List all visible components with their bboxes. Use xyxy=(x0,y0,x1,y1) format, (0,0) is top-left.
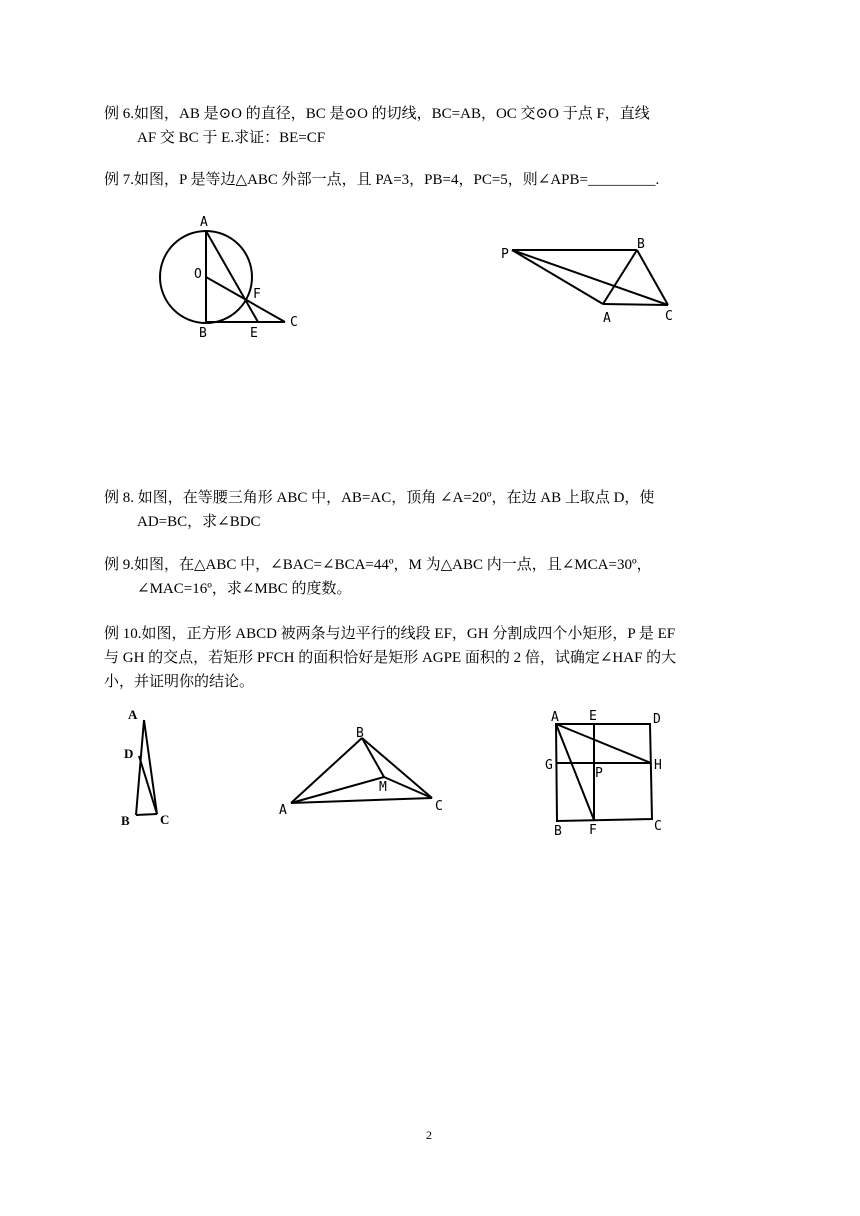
figure-8-9-10 xyxy=(0,690,860,850)
label-g: G xyxy=(545,758,553,773)
figure-8 xyxy=(136,720,157,815)
segment-ah xyxy=(556,724,651,763)
label-a: A xyxy=(279,803,287,818)
label-c: C xyxy=(665,309,673,324)
figure-10 xyxy=(556,724,652,821)
label-f: F xyxy=(253,287,261,302)
problem-9-line-2: ∠MAC=16º，求∠MBC 的度数。 xyxy=(137,581,352,597)
segment-bc xyxy=(362,738,432,798)
segment-ae xyxy=(206,231,258,322)
label-a: A xyxy=(603,311,611,326)
label-o: O xyxy=(194,267,202,282)
label-d: D xyxy=(653,712,661,727)
segment-bc xyxy=(136,814,157,815)
label-p: P xyxy=(595,766,603,781)
problem-9-line-1: 例 9.如图，在△ABC 中，∠BAC=∠BCA=44º，M 为△ABC 内一点，且∠MCA=30º， xyxy=(104,557,652,573)
label-e: E xyxy=(589,709,597,724)
label-p: P xyxy=(501,247,509,262)
problem-6-line-1: 例 6.如图，AB 是⊙O 的直径，BC 是⊙O 的切线，BC=AB，OC 交⊙O 于点 F，直线 xyxy=(104,106,650,122)
label-b: B xyxy=(554,824,562,839)
figure-9 xyxy=(291,738,432,803)
label-b: B xyxy=(637,237,645,252)
label-m: M xyxy=(379,780,387,795)
figure-6 xyxy=(160,231,285,323)
square-abcd xyxy=(556,724,652,821)
label-c: C xyxy=(290,315,298,330)
label-b: B xyxy=(121,813,130,828)
problem-6-line-2: AF 交 BC 于 E.求证：BE=CF xyxy=(137,130,326,146)
label-f: F xyxy=(589,823,597,838)
label-a: A xyxy=(551,710,559,725)
label-d: D xyxy=(124,746,134,761)
figure-7 xyxy=(512,250,668,305)
segment-ac xyxy=(291,798,432,803)
segment-ac xyxy=(603,304,668,305)
problem-8-line-2: AD=BC，求∠BDC xyxy=(137,514,261,530)
label-c: C xyxy=(435,799,443,814)
label-a: A xyxy=(128,707,138,722)
segment-dc xyxy=(139,756,157,814)
label-e: E xyxy=(250,326,258,341)
problem-10-line-3: 小，并证明你的结论。 xyxy=(104,674,255,690)
segment-bm xyxy=(362,738,384,777)
problem-10-line-2: 与 GH 的交点，若矩形 PFCH 的面积恰好是矩形 AGPE 面积的 2 倍，试确定∠HAF 的大 xyxy=(104,650,677,666)
segment-ac xyxy=(144,720,157,814)
segment-oc xyxy=(206,277,285,322)
problem-8-line-1: 例 8. 如图，在等腰三角形 ABC 中，AB=AC，顶角 ∠A=20º，在边 AB 上取点 D，使 xyxy=(104,490,655,506)
problem-7-line-1: 例 7.如图，P 是等边△ABC 外部一点，且 PA=3，PB=4，PC=5，则∠APB=_________. xyxy=(104,172,660,188)
label-a: A xyxy=(200,215,208,230)
label-b: B xyxy=(199,326,207,341)
figure-6-7 xyxy=(0,0,860,360)
page-number: 2 xyxy=(426,1128,432,1142)
problem-10-line-1: 例 10.如图，正方形 ABCD 被两条与边平行的线段 EF，GH 分割成四个小矩形，P 是 EF xyxy=(104,626,676,642)
label-c: C xyxy=(160,812,170,827)
label-c: C xyxy=(654,819,662,834)
segment-mc xyxy=(384,777,432,798)
label-b: B xyxy=(356,726,364,741)
figure-9-labels xyxy=(279,726,443,818)
segment-af xyxy=(556,724,594,820)
segment-ba xyxy=(603,250,637,304)
label-h: H xyxy=(654,758,662,773)
